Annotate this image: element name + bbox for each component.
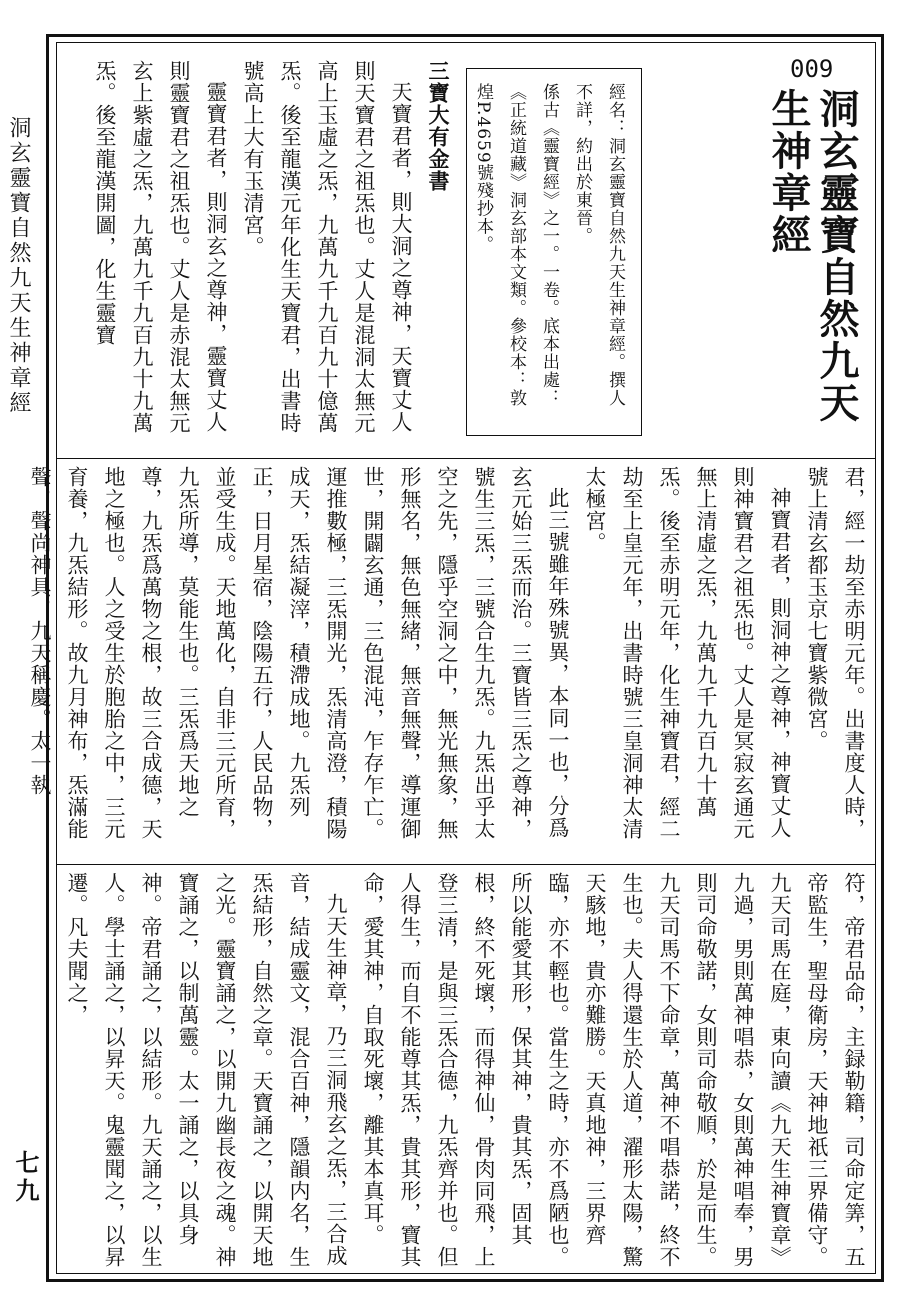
document-number: 009 xyxy=(790,55,834,83)
paragraph: 神寶君者，則洞神之尊神，神寶丈人則神寶君之祖炁也。丈人是冥寂玄通元無上清虛之炁，九萬九千九百九十萬炁。後至赤明元年，化生神寶君，經二劫至上皇元年，出書時號三皇洞神太清太極宮。 xyxy=(583,466,792,840)
section-divider-1 xyxy=(56,458,876,459)
info-line: 係古《靈寶經》之一。一卷。底本出處：《正統道藏》洞玄部本文類。參校本：敦煌P.4659號殘抄本。 xyxy=(473,83,559,407)
paragraph: 九天生神章，乃三洞飛玄之炁，三合成音，結成靈文，混合百神，隱韻内名，生炁結形，自然之章。天寶誦之，以開天地之光。靈寶誦之，以開九幽長夜之魂。神寶誦之，以制萬靈。太一誦之，以具身神。帝君誦之，以結形。九天誦之，以生人。學士誦之，以昇天。鬼靈聞之，以昇遷。凡夫聞之， xyxy=(65,872,348,1268)
top-text-column xyxy=(72,60,456,452)
page-number: 七九 xyxy=(11,1150,40,1206)
info-line: 經名：洞玄靈寶自然九天生神章經。撰人不詳，約出於東晉。 xyxy=(572,83,625,407)
paragraph: 此三號雖年殊號異，本同一也，分爲玄元始三炁而治。三寶皆三炁之尊神，號生三炁，三號合生九炁。九炁出乎太空之先，隱乎空洞之中，無光無象，無形無名，無色無緒，無音無聲，導運御世，開闢玄通，三色混沌，乍存乍亡。運推數極，三炁開光，炁清高澄，積陽成天，炁結凝滓，積滯成地。九炁列正，日月星宿，陰陽五行，人民品物，並受生成。天地萬化，自非三元所育，九炁所導，莫能生也。三炁爲天地之尊，九炁爲萬物之根，故三合成德，天地之極也。人之受生於胞胎之中，三元育養，九炁結形。故九月神布，炁滿能聲，聲尚神具，九天稱慶。太一執 xyxy=(28,466,570,840)
paragraph: 符，帝君品命，主録勒籍，司命定筭，五帝監生，聖母衛房，天神地祇三界備守。九天司馬在庭，東向讀《九天生神寶章》九過，男則萬神唱恭，女則萬神唱奉，男則司命敬諾，女則司命敬順，於是而生。九天司馬不下命章，萬神不唱恭諾，終不生也。夫人得還生於人道，濯形太陽，驚天駭地，貴亦難勝。天真地神，三界齊臨，亦不輕也。當生之時，亦不爲陋也。所以能愛其形，保其神，貴其炁，固其根，終不死壞，而得神仙，骨肉同飛，上登三清，是與三炁合德，九炁齊并也。但人得生，而自不能尊其炁，貴其形，寶其命，愛其神，自取死壞，離其本真耳。 xyxy=(361,872,866,1268)
middle-text-block xyxy=(28,466,872,858)
page-title: 洞玄靈寶自然九天生神章經 xyxy=(765,88,859,424)
paragraph: 靈寶君者，則洞玄之尊神，靈寶丈人則靈寶君之祖炁也。丈人是赤混太無元玄上紫虛之炁，九萬九千九百九十九萬炁。後至龍漢開圖，化生靈寶 xyxy=(93,60,228,434)
section-divider-2 xyxy=(56,864,876,865)
section-heading: 三寶大有金書 xyxy=(426,60,450,192)
info-box xyxy=(466,68,642,436)
paragraph: 天寶君者，則大洞之尊神，天寶丈人則天寶君之祖炁也。丈人是混洞太無元高上玉虛之炁，九萬九千九百九十億萬炁。後至龍漢元年化生天寶君，出書時號高上大有玉清宮。 xyxy=(241,60,413,434)
paragraph: 君，經一劫至赤明元年。出書度人時，號上清玄都玉京七寶紫微宮。 xyxy=(805,466,866,840)
running-head: 洞玄靈寶自然九天生神章經 xyxy=(6,116,31,416)
bottom-text-block xyxy=(62,872,872,1268)
